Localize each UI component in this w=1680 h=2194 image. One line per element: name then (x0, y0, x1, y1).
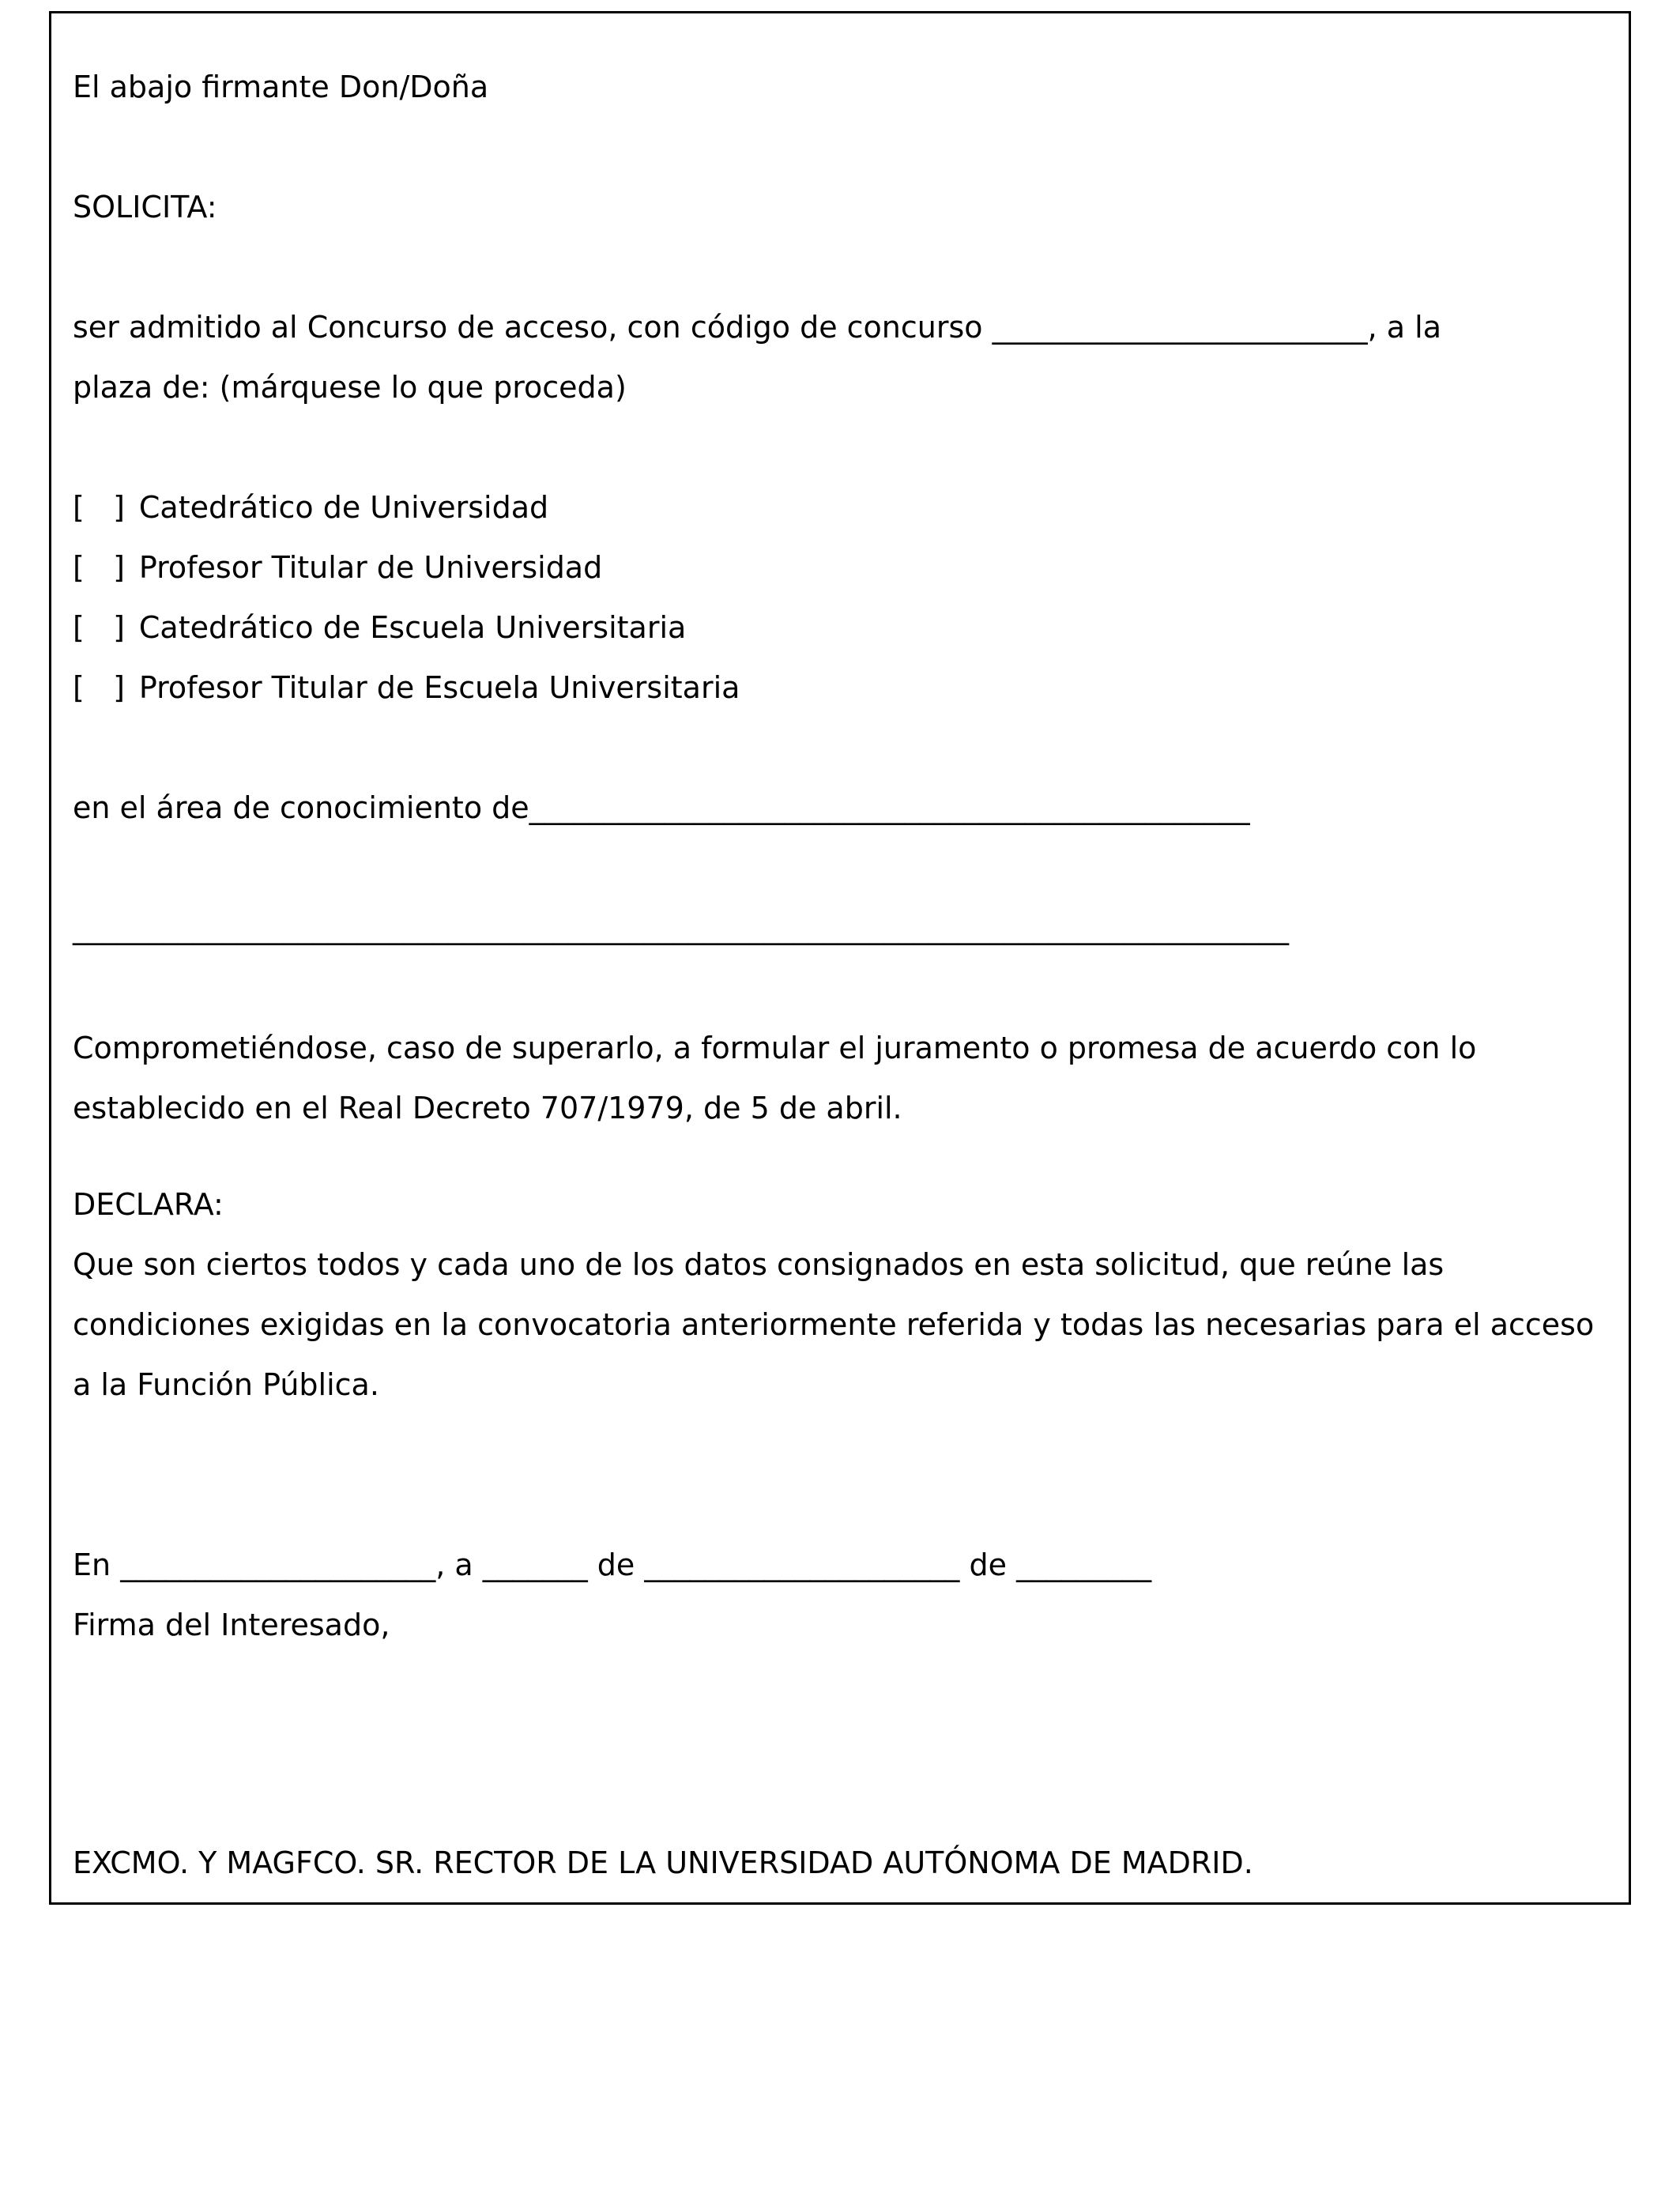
date-de1-label: de (587, 1547, 645, 1582)
solicita-heading: SOLICITA: (73, 190, 217, 224)
knowledge-area-continuation-blank[interactable]: _________________________________________________________________________________ (73, 910, 1289, 945)
addressee-line: EXCMO. Y MAGFCO. SR. RECTOR DE LA UNIVERSIDAD AUTÓNOMA DE MADRID. (73, 1845, 1253, 1880)
request-prefix: ser admitido al Concurso de acceso, con código de concurso (73, 310, 993, 345)
request-suffix: , a la (1367, 310, 1441, 345)
concurso-code-blank[interactable]: _________________________ (992, 310, 1368, 345)
checkbox-catedratico-universidad[interactable]: [ ] (73, 490, 125, 525)
position-option-label: Profesor Titular de Escuela Universitaria (138, 670, 740, 705)
checkbox-profesor-titular-escuela-universitaria[interactable]: [ ] (73, 670, 125, 705)
place-blank[interactable]: _____________________ (120, 1547, 436, 1582)
application-form (49, 11, 1631, 1905)
position-option (73, 537, 1610, 598)
date-line (73, 1535, 1610, 1595)
date-de2-label: de (959, 1547, 1017, 1582)
request-line2: plaza de: (márquese lo que proceda) (73, 370, 627, 405)
position-option (73, 598, 1610, 658)
position-options-group (73, 477, 1610, 718)
knowledge-area-line (73, 778, 1610, 838)
signer-line: El abajo firmante Don/Doña (73, 70, 489, 104)
position-option (73, 658, 1610, 718)
month-blank[interactable]: _____________________ (644, 1547, 960, 1582)
knowledge-area-prefix: en el área de conocimiento de (73, 790, 529, 825)
declara-body: Que son ciertos todos y cada uno de los datos consignados en esta solicitud, que reúne las condiciones exigidas en la convocatoria anteriormente referida y todas las necesarias para el acceso a la Función Pública. (73, 1247, 1595, 1402)
request-paragraph (73, 297, 1610, 417)
knowledge-area-blank[interactable]: ________________________________________________ (529, 790, 1250, 825)
position-option-label: Catedrático de Universidad (138, 490, 549, 525)
signature-label: Firma del Interesado, (73, 1608, 390, 1642)
position-option (73, 477, 1610, 537)
date-en-label: En (73, 1547, 121, 1582)
declara-heading: DECLARA: (73, 1187, 224, 1222)
position-option-label: Profesor Titular de Universidad (138, 550, 603, 585)
year-blank[interactable]: _________ (1016, 1547, 1152, 1582)
position-option-label: Catedrático de Escuela Universitaria (138, 610, 687, 645)
checkbox-catedratico-escuela-universitaria[interactable]: [ ] (73, 610, 125, 645)
checkbox-profesor-titular-universidad[interactable]: [ ] (73, 550, 125, 585)
day-blank[interactable]: _______ (482, 1547, 588, 1582)
knowledge-area-continuation-line (73, 898, 1610, 958)
date-a-label: , a (435, 1547, 483, 1582)
commitment-paragraph: Comprometiéndose, caso de superarlo, a formular el juramento o promesa de acuerdo con lo establecido en el Real Decreto 707/1979, de 5 de abril. (73, 1031, 1477, 1125)
